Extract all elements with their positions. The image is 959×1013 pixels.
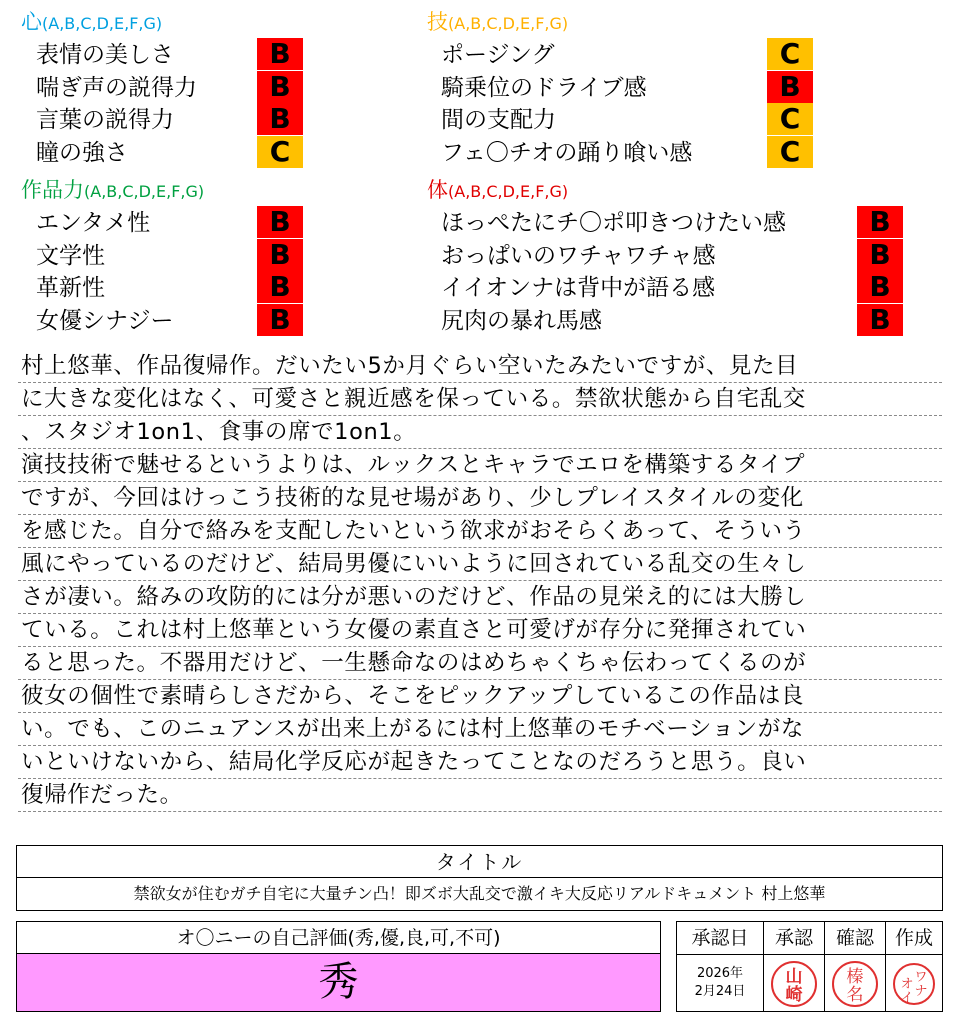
category-label: 作品力: [21, 178, 84, 202]
approval-create-col: [886, 922, 942, 1011]
stamp-char: オ: [900, 977, 914, 992]
grade-badge: C: [767, 136, 813, 168]
category-label: 心: [21, 10, 42, 34]
stamp-char: ワ: [914, 970, 928, 985]
grade-badge: B: [257, 206, 303, 238]
rating-label: おっぱいのワチャワチャ感: [441, 242, 716, 269]
grade-badge: B: [857, 304, 903, 336]
review-line: ると思った。不器用だけど、一生懸命なのはめちゃくちゃ伝わってくるのが: [18, 647, 942, 680]
grade-badge: B: [257, 304, 303, 336]
seal-stamp-icon: [769, 959, 819, 1009]
approval-approve-header: 承認: [764, 922, 824, 955]
review-text: [18, 350, 942, 812]
grade-badge: B: [857, 271, 903, 303]
review-line: いといけないから、結局化学反応が起きたってことなのだろうと思う。良い: [18, 746, 942, 779]
review-line: 、スタジオ1on1、食事の席で1on1。: [18, 416, 942, 449]
rating-label: 騎乗位のドライブ感: [441, 74, 647, 101]
approval-date-header: 承認日: [677, 922, 763, 955]
rating-label: ポージング: [441, 42, 555, 68]
grade-badge: B: [857, 239, 903, 271]
review-line: 彼女の個性で素晴らしさだから、そこをピックアップしているこの作品は良: [18, 680, 942, 713]
review-line: ですが、今回はけっこう技術的な見せ場があり、少しプレイスタイルの変化: [18, 482, 942, 515]
approval-date-col: [677, 922, 764, 1011]
approval-date-year: 2026年: [696, 966, 744, 981]
approval-table: [676, 921, 943, 1012]
category-technique-header: [427, 8, 568, 38]
self-eval-box: [16, 921, 661, 1012]
seal-stamp-icon: [891, 959, 937, 1009]
review-line: い。でも、このニュアンスが出来上がるには村上悠華のモチベーションがな: [18, 713, 942, 746]
rating-label: 瞳の強さ: [36, 139, 128, 166]
title-header: タイトル: [17, 846, 942, 878]
grade-badge: C: [767, 38, 813, 70]
rating-label: 尻肉の暴れ馬感: [441, 307, 602, 334]
review-line: を感じた。自分で絡みを支配したいという欲求がおそらくあって、そういう: [18, 515, 942, 548]
grade-badge: C: [767, 103, 813, 135]
category-label: 技: [427, 10, 448, 34]
approval-create-header: 作成: [886, 922, 942, 955]
rating-label: 表情の美しさ: [36, 42, 174, 68]
stamp-char: 崎: [785, 985, 803, 1005]
category-body-header: [427, 176, 568, 206]
grade-badge: B: [257, 239, 303, 271]
title-box: [16, 845, 943, 911]
stamp-char: 山: [785, 967, 803, 987]
approval-date-monthday: 2月24日: [694, 984, 746, 999]
self-eval-header: オ〇ニーの自己評価(秀,優,良,可,不可): [17, 922, 660, 954]
stamp-char: 名: [846, 985, 864, 1005]
grade-badge: B: [257, 38, 303, 70]
approval-date: [677, 955, 763, 1001]
rating-label: イイオンナは背中が語る感: [441, 275, 716, 301]
grade-badge: B: [257, 71, 303, 103]
grade-badge: B: [257, 271, 303, 303]
rating-label: 喘ぎ声の説得力: [36, 74, 197, 101]
grade-badge: B: [767, 71, 813, 103]
self-eval-value: 秀: [17, 954, 660, 1011]
rating-label: ほっぺたにチ〇ポ叩きつけたい感: [441, 210, 786, 236]
rating-label: フェ〇チオの踊り喰い感: [441, 139, 693, 166]
category-heart-header: [21, 8, 162, 38]
title-value: 禁欲女が住むガチ自宅に大量チン凸！即ズボ大乱交で激イキ大反応リアルドキュメント 村上悠華: [133, 884, 826, 903]
rating-label: 間の支配力: [441, 107, 556, 133]
category-scale: (A,B,C,D,E,F,G): [448, 182, 569, 201]
approval-check-col: [825, 922, 886, 1011]
grade-badge: C: [257, 136, 303, 168]
category-scale: (A,B,C,D,E,F,G): [42, 14, 163, 33]
category-label: 体: [427, 178, 448, 202]
review-line: に大きな変化はなく、可愛さと親近感を保っている。禁欲状態から自宅乱交: [18, 383, 942, 416]
grade-badge: B: [857, 206, 903, 238]
grade-badge: B: [257, 103, 303, 135]
stamp-char: 榛: [846, 967, 864, 987]
approval-approve-col: [764, 922, 825, 1011]
seal-stamp-icon: [830, 959, 880, 1009]
review-line: ている。これは村上悠華という女優の素直さと可愛げが存分に発揮されてい: [18, 614, 942, 647]
category-work-header: [21, 176, 204, 206]
review-line: 復帰作だった。: [18, 779, 942, 812]
approval-check-header: 確認: [825, 922, 885, 955]
rating-label: 文学性: [36, 242, 105, 269]
review-line: 演技技術で魅せるというよりは、ルックスとキャラでエロを構築するタイプ: [18, 449, 942, 482]
rating-label: 女優シナジー: [36, 307, 174, 334]
rating-label: 言葉の説得力: [36, 107, 174, 133]
review-line: 風にやっているのだけど、結局男優にいいように回されている乱交の生々し: [18, 548, 942, 581]
rating-label: 革新性: [36, 275, 105, 301]
rating-label: エンタメ性: [36, 210, 151, 236]
review-line: 村上悠華、作品復帰作。だいたい5か月ぐらい空いたみたいですが、見た目: [18, 350, 942, 383]
stamp-char: ナ: [914, 984, 928, 999]
category-scale: (A,B,C,D,E,F,G): [84, 182, 205, 201]
stamp-char: イ: [900, 991, 914, 1006]
review-line: さが凄い。絡みの攻防的には分が悪いのだけど、作品の見栄え的には大勝し: [18, 581, 942, 614]
category-scale: (A,B,C,D,E,F,G): [448, 14, 569, 33]
